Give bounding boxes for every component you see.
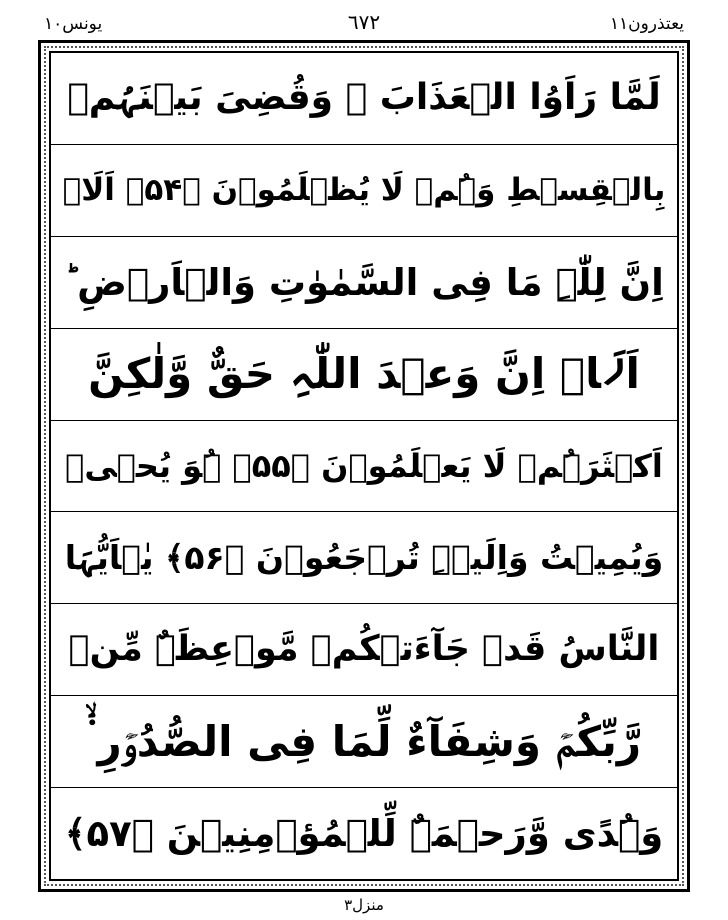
verse-line: اَکۡثَرَہُمۡ لَا یَعۡلَمُوۡنَ ﴿۵۵﴾ ہُوَ یُحۡیٖ: [51, 421, 677, 513]
page-border: [38, 40, 690, 892]
verse-line: وَیُمِیۡتُ وَاِلَیۡہِ تُرۡجَعُوۡنَ ﴿۵۶﴾ یٰۤاَیُّہَا: [51, 512, 677, 604]
verse-line: بِالۡقِسۡطِ وَہُمۡ لَا یُظۡلَمُوۡنَ ﴿۵۴﴾ اَلَاۤ: [51, 145, 677, 237]
page-header: [0, 8, 728, 40]
verse-line: النَّاسُ قَدۡ جَآءَتۡکُمۡ مَّوۡعِظَۃٌ مِّنۡ: [51, 604, 677, 696]
text-block: [49, 51, 679, 881]
page-number: ٦٧٢: [347, 10, 381, 34]
manzil-marker: منزل٣: [344, 896, 384, 914]
verse-line: وَہُدًی وَّرَحۡمَۃٌ لِّلۡمُؤۡمِنِیۡنَ ﴿۵۷﴾: [64, 812, 664, 856]
verse-line: لَمَّا رَاَوُا الۡعَذَابَ ۚ وَقُضِیَ بَیۡنَہُمۡ: [51, 53, 677, 145]
verse-lines: [51, 53, 677, 879]
verse-line: اَلَاۤ اِنَّ وَعۡدَ اللّٰہِ حَقٌّ وَّلٰکِنَّ: [51, 329, 677, 421]
header-juz-name: یعتذرون١١: [609, 14, 684, 34]
verse-line: اِنَّ لِلّٰہِ مَا فِی السَّمٰوٰتِ وَالۡاَرۡضِ ؕ: [51, 237, 677, 329]
verse-line: رَّبِّکُمۡ وَشِفَآءٌ لِّمَا فِی الصُّدُوۡرِ ۬ۙ: [51, 696, 677, 788]
header-surah-name: یونس١٠: [44, 14, 103, 34]
